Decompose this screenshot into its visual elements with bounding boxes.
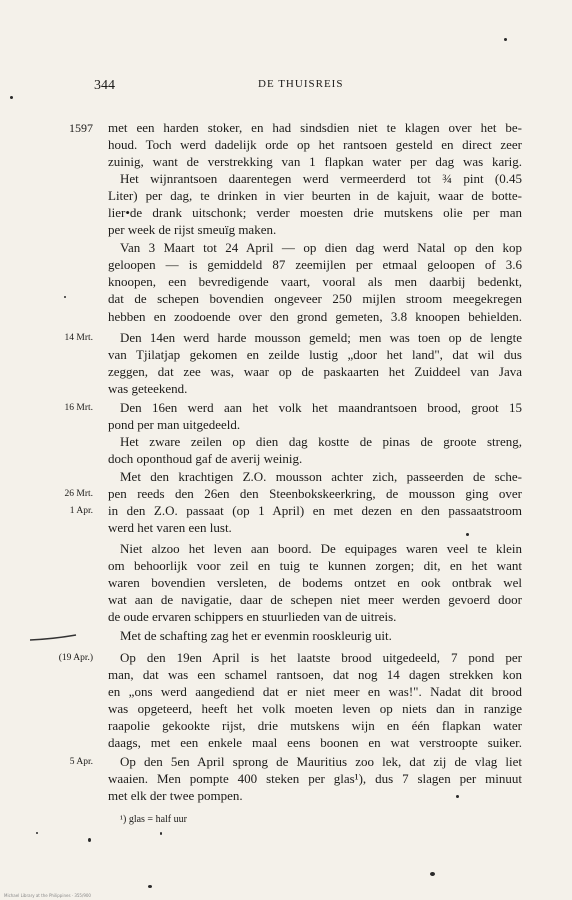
body-line: de oude ervaren schippers en stuurlieden van de uitreis.: [108, 609, 397, 624]
margin-note-14-mrt: 14 Mrt.: [64, 333, 93, 343]
body-line: Het wijnrantsoen daarentegen werd vermeerderd tot ¾ pint (0.45: [120, 171, 522, 186]
margin-year: 1597: [69, 121, 93, 135]
body-line: Met den krachtigen Z.O. mousson achter zich, passeerden de sche-: [120, 469, 522, 484]
margin-note-1-apr: 1 Apr.: [69, 506, 93, 516]
scan-speck: [36, 832, 38, 834]
margin-note-16-mrt: 16 Mrt.: [64, 403, 93, 413]
body-line: Den 14en werd harde mousson gemeld; men was toen op de lengte: [120, 330, 522, 345]
body-line: hebben en zoodoende over den grond gemeten, 3.8 knoopen behielden.: [108, 309, 522, 324]
body-line: man, dat was een schamel rantsoen, dat nog 14 dagen strekken kon: [108, 667, 522, 682]
running-title: DE THUISREIS: [258, 78, 344, 90]
body-line: en „ons werd aangediend dat er niet meer en was!". Nadat dit brood: [108, 684, 522, 699]
body-line: Den 16en werd aan het volk het maandrantsoen brood, groot 15: [120, 400, 522, 415]
body-line: met een harden stoker, en had sindsdien niet te klagen over het be-: [108, 120, 522, 135]
body-line: pond per man uitgedeeld.: [108, 417, 241, 432]
body-line: Het zware zeilen op dien dag kostte de pinas de groote streng,: [120, 434, 522, 449]
body-line: werd het varen een lust.: [108, 520, 232, 535]
scan-speck: [430, 872, 435, 876]
body-line: lier•de drank uitschonk; verder moesten drie mutskens olie per man: [108, 205, 522, 220]
body-line: in den Z.O. passaat (op 1 April) en met dezen en den passaatstroom: [108, 503, 522, 518]
body-line: was geteekend.: [108, 381, 188, 396]
body-line: waren bovendien versleten, de bodems ontzet en ook ontbrak wel: [108, 575, 522, 590]
body-line: raapolie gekookte rijst, drie mutskens wijn en één flapkan water: [108, 718, 522, 733]
body-line: wat aan de navigatie, daar de schepen niet meer werden gevoerd door: [108, 592, 522, 607]
scan-speck: [504, 38, 507, 41]
body-line: dat de schepen bovendien ongeveer 250 mijlen stroom meegekregen: [108, 291, 522, 306]
margin-note-5-apr: 5 Apr.: [69, 757, 93, 767]
body-line: houd. Toch werd dadelijk orde op het rantsoen gesteld en direct zeer: [108, 137, 522, 152]
scan-speck: [466, 533, 469, 536]
margin-note-19-apr: (19 Apr.): [58, 653, 93, 663]
scan-speck: [148, 885, 152, 888]
scan-footer-text: Michael Library at the Philippines · 355/900: [4, 893, 91, 898]
scan-speck: [64, 296, 66, 298]
body-line: zeggen, dat zee was, waar op de paskaarten het Zuiddeel van Java: [108, 364, 522, 379]
body-line: daags, met een enkele maal eens boonen en wat verstroopte suiker.: [108, 735, 522, 750]
body-line: was opgeteerd, heeft het volk moeten leven op niets dan in ranzige: [108, 701, 522, 716]
body-line: knoopen, een bevredigende vaart, vooral als men daarbij bedenkt,: [108, 274, 522, 289]
scan-speck: [160, 832, 162, 835]
scan-speck: [10, 96, 13, 99]
body-line: pen reeds den 26en den Steenbokskeerkring, de mousson ging over: [108, 486, 522, 501]
body-line: met elk der twee pompen.: [108, 788, 243, 803]
body-line: geloopen — is gemiddeld 87 zeemijlen per etmaal geloopen of 3.6: [108, 257, 522, 272]
footnote: ¹) glas = half uur: [120, 814, 187, 825]
body-line: Met de schafting zag het er evenmin rooskleurig uit.: [120, 628, 392, 643]
body-line: doch oponthoud gaf de averij weinig.: [108, 451, 303, 466]
scan-speck: [456, 795, 459, 798]
body-line: Op den 19en April is het laatste brood uitgedeeld, 7 pond per: [120, 650, 522, 665]
body-line: van Tjilatjap gekomen en zeilde lustig „door het land", dat wil dus: [108, 347, 522, 362]
body-line: per week de rijst smeuïg maken.: [108, 222, 277, 237]
body-line: zuinig, want de verstrekking van 1 flapkan water per dag was karig.: [108, 154, 522, 169]
body-line: Liter) per dag, te drinken in vier beurten in de kajuit, waar de botte-: [108, 188, 522, 203]
margin-pen-stroke: [28, 634, 78, 642]
body-line: waaien. Men pompte 400 steken per glas¹), dus 7 slagen per minuut: [108, 771, 522, 786]
page-number: 344: [94, 78, 115, 93]
body-line: Op den 5en April sprong de Mauritius zoo lek, dat zij de vlag liet: [120, 754, 522, 769]
body-line: Van 3 Maart tot 24 April — op dien dag werd Natal op den kop: [120, 240, 522, 255]
body-line: om behoorlijk voor zeil en tuig te kunnen zorgen; dit, en het want: [108, 558, 522, 573]
margin-note-26-mrt: 26 Mrt.: [64, 489, 93, 499]
body-line: Niet alzoo het leven aan boord. De equipages waren veel te klein: [120, 541, 522, 556]
scan-speck: [88, 838, 91, 842]
